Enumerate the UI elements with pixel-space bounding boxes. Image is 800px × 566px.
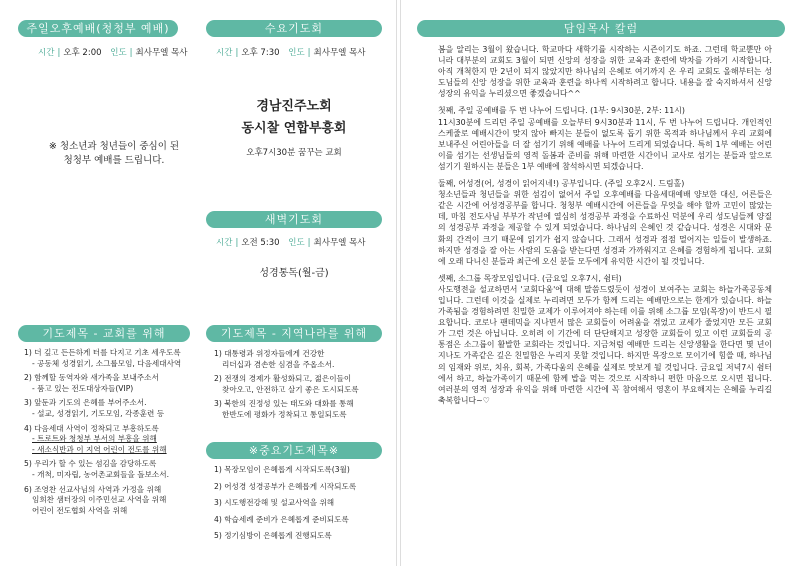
lead-value: 최사무엘 목사 bbox=[135, 48, 188, 58]
prayer-nation-list bbox=[214, 349, 386, 425]
prayer-item-main: 2) 함께할 동역자와 새가족을 보내주소서 bbox=[24, 373, 159, 383]
dawn-note: 성경통독(월-금) bbox=[259, 268, 329, 279]
note-line-1: ※ 청소년과 청년들이 중심이 된 bbox=[48, 141, 180, 152]
dawn-title: 새벽기도회 bbox=[206, 211, 382, 228]
prayer-item-main: 3) 앞둔과 기도의 은혜를 부어주소서. bbox=[24, 398, 147, 408]
column-paragraph-text: 사도행전을 설교하면서 '교회다움'에 대해 말씀드렸듯이 성경이 보여주는 교회는 하늘가족공동체입니다. 그런데 이것을 실제로 누리려면 모두가 함께 드리는 예배만으로는 한계가 있습니다. 하늘가족됨을 경험하려면 친밀한 교제가 이루어져야 하는데 이를 위해 소그룹 모임(목장)이 반드시 필요합니다. 코로나 팬데믹을 지나면서 많은 교회들이 어려움을 겪었고 교세가 줄었지만 모든 교회가 그런 것은 아닙니다. 오히려 이 기간에 더 단단해지고 성장한 교회들이 있고 이런 교회들의 공통점은 소그룹이 활발한 교회라는 것입니다. 지금처럼 예배만 드리는 신앙생활을 한다면 몇 년이 지나도 가족같은 깊은 친밀함은 누리지 못할 것입니다. 하지만 목장으로 모이기에 힘쓸 때, 하나님의 임재와 위로, 치유, 회복, 가족다움의 은혜를 실제로 맛보게 될 것입니다. 금요일 저녁7시 쉼터에서 하고, 하늘가족이기 때문에 함께 밥을 먹는 것으로 시작하니 편한 마음으로 오시면 됩니다. 여러분의 영적 성장과 유익을 위해 마련한 시간에 꼭 참여해서 영혼이 부요해지는 은혜를 누리길 축복합니다~♡ bbox=[438, 284, 772, 405]
column-paragraph bbox=[438, 273, 772, 406]
prayer-item bbox=[24, 459, 200, 480]
prayer-item bbox=[24, 373, 200, 394]
column-paragraph bbox=[438, 178, 772, 267]
column-body bbox=[438, 44, 772, 412]
sunday-youth-note bbox=[34, 140, 194, 168]
column-title: 담임목사 칼럼 bbox=[417, 20, 785, 37]
prayer-item-main: 6) 조영찬 선교사님의 사역과 가정을 위해 bbox=[24, 484, 162, 494]
important-prayer-item: 4) 학습세례 준비가 은혜롭게 준비되도록 bbox=[214, 514, 349, 524]
important-prayer-item: 1) 목장모임이 은혜롭게 시작되도록(3월) bbox=[214, 465, 350, 474]
prayer-item-sub: - 트로트와 청청부 부서의 부흥을 위해 bbox=[32, 434, 157, 444]
column-paragraph-heading: 첫째, 주일 공예배를 두 번 나누어 드립니다. (1부: 9시30분, 2부: 11시) bbox=[438, 106, 685, 116]
column-paragraph-heading: 셋째, 소그룹 목장모임입니다. (금요일 오후7시, 쉼터) bbox=[438, 273, 622, 283]
prayer-item-sub: - 품고 있는 전도대상자들(VIP) bbox=[32, 383, 134, 393]
column-paragraph bbox=[438, 44, 772, 99]
prayer-item-sub: 임희찬 샘터장의 이주민선교 사역을 위해 bbox=[32, 495, 167, 505]
prayer-important-list bbox=[214, 465, 386, 548]
prayer-item-sub: - 설교, 성경읽기, 기도모임, 각종훈련 등 bbox=[32, 408, 165, 418]
sunday-youth-info: 시간 | 오후 2:00 인도 | 최사무엘 목사 bbox=[38, 48, 188, 58]
prayer-item-sub: - 공동체 성경읽기, 소그룹모임, 다음세대사역 bbox=[32, 358, 182, 368]
prayer-item bbox=[24, 348, 200, 369]
prayer-church-title: 기도제목 - 교회를 위해 bbox=[18, 325, 190, 342]
column-paragraph bbox=[438, 105, 772, 172]
prayer-item-main: 1) 더 깊고 든든하게 터를 다지고 기초 세우도록 bbox=[24, 348, 181, 357]
org-line-1: 경남진주노회 bbox=[256, 99, 332, 114]
prayer-item bbox=[214, 399, 386, 420]
lead-value: 최사무엘 목사 bbox=[313, 238, 366, 248]
prayer-nation-title: 기도제목 - 지역나라를 위해 bbox=[206, 325, 382, 342]
prayer-item bbox=[214, 374, 386, 395]
prayer-item-main: 5) 우리가 할 수 있는 섬김을 감당하도록 bbox=[24, 459, 157, 469]
note-line-2: 청청부 예배를 드립니다. bbox=[63, 155, 165, 166]
important-prayer-item: 3) 시도행전강해 및 설교사역을 위해 bbox=[214, 498, 335, 507]
prayer-item-sub: 찾아오고, 안전하고 살기 좋은 도시되도록 bbox=[222, 384, 359, 394]
dawn-info: 시간 | 오전 5:30 인도 | 최사무엘 목사 bbox=[216, 238, 366, 248]
prayer-item-sub: - 개척, 미자립, 농어촌교회들을 돌보소서. bbox=[32, 469, 170, 479]
column-paragraph-heading: 둘째, 어성경(어, 성경이 읽어지네!) 공부입니다. (주일 오후2시. 드림홀) bbox=[438, 179, 685, 189]
time-label: 시간 bbox=[216, 238, 233, 248]
revival-subtext: 오후7시30분 꿈꾸는 교회 bbox=[246, 148, 342, 158]
column-paragraph-text: 봄을 알리는 3월이 왔습니다. 학교마다 새학기를 시작하는 시즌이기도 하죠. 그런데 학교뿐만 아니라 대부분의 교회도 3월이 되면 신앙의 성장을 위한 교육과 훈련에 박차를 가하기 시작합니다. 아직 개척한지 만 2년이 되지 않았지만 하나님의 은혜로 여기까지 온 우리 교회도 올해부터는 성도님들의 신앙 성장을 위한 교육과 훈련을 하나씩 시작하려고 합니다. 내용을 잘 숙지하셔서 신앙 성장의 유익을 누리셨으면 좋겠습니다^^ bbox=[438, 45, 772, 99]
prayer-item-main: 3) 북한의 진정성 있는 태도와 대화를 통해 bbox=[214, 399, 354, 409]
prayer-important-title: ※중요기도제목※ bbox=[206, 442, 382, 459]
prayer-item-sub: 어린이 전도협회 사역을 위해 bbox=[32, 505, 128, 515]
important-prayer-item: 5) 정기심방이 은혜롭게 진행되도록 bbox=[214, 531, 332, 540]
time-label: 시간 bbox=[38, 48, 55, 58]
lead-label: 인도 bbox=[288, 48, 305, 58]
time-label: 시간 bbox=[216, 48, 233, 58]
column-paragraph-text: 11시30분에 드리던 주일 공예배를 오늘부터 9시30분과 11시, 두 번 나누어 드립니다. 개인적인 스케줄로 예배시간이 맞지 않아 빠지는 분들이 없도록 돕기 위한 목적과 하나님께서 우리 교회에 보내주신 어린아들을 더 잘 섬기기 위해 예배를 나누어 드리게 되었습니다. 특히 1부 예배는 어린이를 섬기는 선생님들의 영적 돌봄과 준비를 위해 마련한 시간이니 교사로 섬기는 분들과 앞으로 섬기기 원하시는 분들은 1부 예배에 참석하시면 되겠습니다. bbox=[438, 117, 772, 171]
time-value: 오후 2:00 bbox=[63, 48, 102, 58]
prayer-church-list bbox=[24, 348, 200, 520]
prayer-item-main: 4) 다음세대 사역이 정착되고 부흥하도록 bbox=[24, 423, 159, 433]
prayer-item bbox=[24, 424, 200, 456]
prayer-item-sub: - 새소식반과 이 지역 어린이 전도를 위해 bbox=[32, 444, 167, 454]
time-value: 오전 5:30 bbox=[241, 238, 280, 248]
prayer-item-main: 1) 대통령과 위정자들에게 건강한 bbox=[214, 349, 325, 358]
important-prayer-item: 2) 어성경 성경공부가 은혜롭게 시작되도록 bbox=[214, 481, 357, 491]
prayer-item-sub: 한반도에 평화가 정착되고 통일되도록 bbox=[222, 409, 347, 419]
prayer-item-main: 2) 전쟁의 경제가 활성화되고, 젊은이들이 bbox=[214, 374, 352, 384]
lead-label: 인도 bbox=[110, 48, 127, 58]
org-line-2: 동시찰 연합부흥회 bbox=[241, 121, 347, 136]
lead-label: 인도 bbox=[288, 238, 305, 248]
time-value: 오후 7:30 bbox=[241, 48, 280, 58]
left-page bbox=[0, 0, 397, 566]
prayer-item bbox=[214, 349, 386, 370]
prayer-item bbox=[24, 398, 200, 419]
wednesday-info: 시간 | 오후 7:30 인도 | 최사무엘 목사 bbox=[216, 48, 366, 58]
sunday-youth-title: 주일오후예배(청청부 예배) bbox=[18, 20, 178, 37]
revival-heading bbox=[206, 96, 382, 140]
lead-value: 최사무엘 목사 bbox=[313, 48, 366, 58]
column-paragraph-text: 청소년들과 청년들을 위한 섬김이 없어서 주일 오후예배를 다음세대예배 양보한 대신, 어른들은 같은 시간에 어성경공부를 합니다. 청청부 예배시간에 어른들을 무엇을 해야 할까 고민이 많았는데, 마침 전도사님 부부가 작년에 열심히 성경공부 과정을 수료하신 덕분에 우리 성도님들께 양질의 성경공부 과정을 제공할 수 있게 되었습니다. 하나님의 은혜인 것 같습니다. 성경은 시대와 문화의 간격이 크기 때문에 읽기가 쉽지 않습니다. 그래서 성경과 점점 멀어지는 일들이 발생하죠. 하지만 성경을 잘 아는 사람의 도움을 받는다면 성경과 가까워지고 은혜를 경험하게 됩니다. 교회에 오래 다니신 분들과 최근에 오신 분들 모두에게 유익한 시간이 될 것입니다. bbox=[438, 190, 772, 266]
prayer-item-sub: 리더십과 겸손한 심겸을 주옵소서. bbox=[222, 359, 335, 369]
wednesday-title: 수요기도회 bbox=[206, 20, 382, 37]
prayer-item bbox=[24, 485, 200, 517]
